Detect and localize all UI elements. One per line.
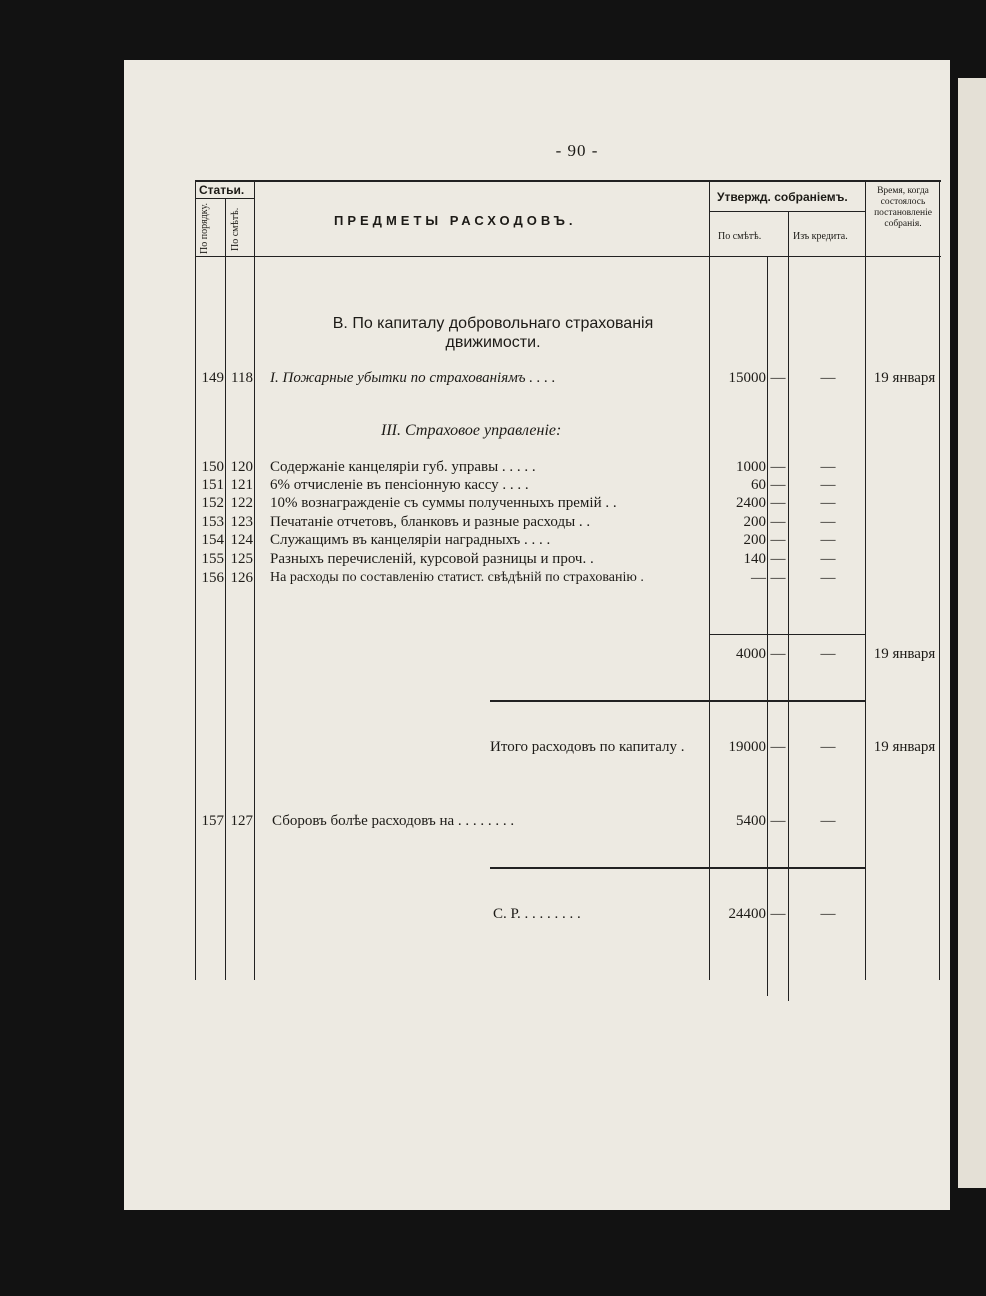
row-amount: 60 [751,477,766,493]
header-bottom-border [195,256,941,257]
row-kopeks: — [770,514,786,530]
row-number: 152 [201,495,224,511]
article-number: 120 [230,459,253,475]
row-credit: — [820,570,836,586]
vremya-header: Время, когда состоялось постановленіе собранія. [874,186,932,229]
row-description: 10% вознагражденіе съ суммы полученныхъ премій . . [270,495,617,511]
row-amount: — [751,570,766,586]
subtotal-credit: — [820,646,836,662]
po-smete-col-header: По смѣтѣ. [718,231,762,242]
row-description: Содержаніе канцеляріи губ. управы . . . . . [270,459,536,475]
total-row [196,738,941,756]
total-kopeks: — [770,739,786,755]
subtotal-rule [709,634,865,635]
article-number: 124 [230,532,253,548]
table-row [196,369,941,387]
row-kopeks: — [770,477,786,493]
row-amount: 2400 [736,495,766,511]
row-amount: 200 [743,532,766,548]
table-row [196,531,941,549]
row-date: 19 января [873,370,936,386]
row-amount: 200 [743,514,766,530]
row-description: Печатаніе отчетовъ, бланковъ и разные расходы . . [270,514,591,530]
adjacent-page [958,78,986,1188]
grand-total-rule [490,867,865,869]
row-number: 151 [201,477,224,493]
table-row [196,550,941,568]
row-credit: — [820,495,836,511]
total-date: 19 января [873,739,936,755]
table-row [196,476,941,494]
row-credit: — [820,459,836,475]
grand-total-kopeks: — [770,906,786,922]
po-poryadku-header: По порядку. [199,203,210,254]
subsection-heading: III. Страховое управленіе: [381,422,562,439]
table-row [196,569,941,587]
total-amount: 19000 [728,739,766,755]
row-kopeks: — [770,459,786,475]
row-amount: 1000 [736,459,766,475]
row-description: Служащимъ въ канцеляріи наградныхъ . . . . [270,532,551,548]
grand-total-amount: 24400 [728,906,766,922]
row-number: 154 [201,532,224,548]
grand-total-credit: — [820,906,836,922]
section-heading: В. По капиталу добровольнаго страхованія движимости. [332,315,654,351]
row-amount: 140 [743,551,766,567]
table-top-border [195,180,941,182]
col-divider-articles [225,198,226,980]
subtotal-date: 19 января [873,646,936,662]
row-kopeks: — [770,532,786,548]
total-rule [490,700,865,702]
subtotal-amount: 4000 [736,646,766,662]
expenses-title: ПРЕДМЕТЫ РАСХОДОВЪ. [334,213,577,228]
page-number: - 90 - [555,141,599,160]
row-description: На расходы по составленію статист. свѣдѣній по страхованію . [270,570,644,585]
utverzhd-header-underline [709,211,865,212]
row-amount: 15000 [728,370,766,386]
row-kopeks: — [770,370,786,386]
table-row [196,513,941,531]
surplus-kopeks: — [770,813,786,829]
total-credit: — [820,739,836,755]
row-credit: — [820,551,836,567]
row-number: 150 [201,459,224,475]
iz-kredita-header: Изъ кредита. [793,231,848,242]
row-kopeks: — [770,570,786,586]
row-description: I. Пожарные убытки по страхованіямъ . . . . [270,370,556,386]
row-number: 157 [201,813,224,829]
surplus-amount: 5400 [736,813,766,829]
row-credit: — [820,532,836,548]
article-number: 122 [230,495,253,511]
row-number: 153 [201,514,224,530]
article-number: 125 [230,551,253,567]
utverzhd-header: Утвержд. собраніемъ. [717,190,848,204]
subtotal-kopeks: — [770,646,786,662]
col-divider-kopeks-left [767,256,768,996]
row-number: 149 [201,370,224,386]
table-row [196,458,941,476]
subtotal-row [196,645,941,663]
stati-header: Статьи. [199,183,245,197]
surplus-label: Сборовъ болѣе расходовъ на . . . . . . . . [272,813,515,829]
article-number: 123 [230,514,253,530]
col-divider-kopeks-right [788,211,789,1001]
po-smete-header: По смѣтѣ. [230,207,241,251]
row-number: 156 [201,570,224,586]
article-number: 126 [230,570,253,586]
article-number: 121 [230,477,253,493]
article-number: 127 [230,813,253,829]
row-kopeks: — [770,495,786,511]
surplus-row [196,812,941,830]
row-description: 6% отчисленіе въ пенсіонную кассу . . . . [270,477,529,493]
surplus-credit: — [820,813,836,829]
grand-total-row [196,905,941,923]
row-description: Разныхъ перечисленій, курсовой разницы и проч. . [270,551,594,567]
total-label: Итого расходовъ по капиталу . [490,739,685,755]
row-credit: — [820,514,836,530]
row-credit: — [820,477,836,493]
row-number: 155 [201,551,224,567]
row-kopeks: — [770,551,786,567]
grand-total-label: С. Р. . . . . . . . . [493,906,581,922]
article-number: 118 [231,370,253,386]
table-row [196,494,941,512]
row-credit: — [820,370,836,386]
